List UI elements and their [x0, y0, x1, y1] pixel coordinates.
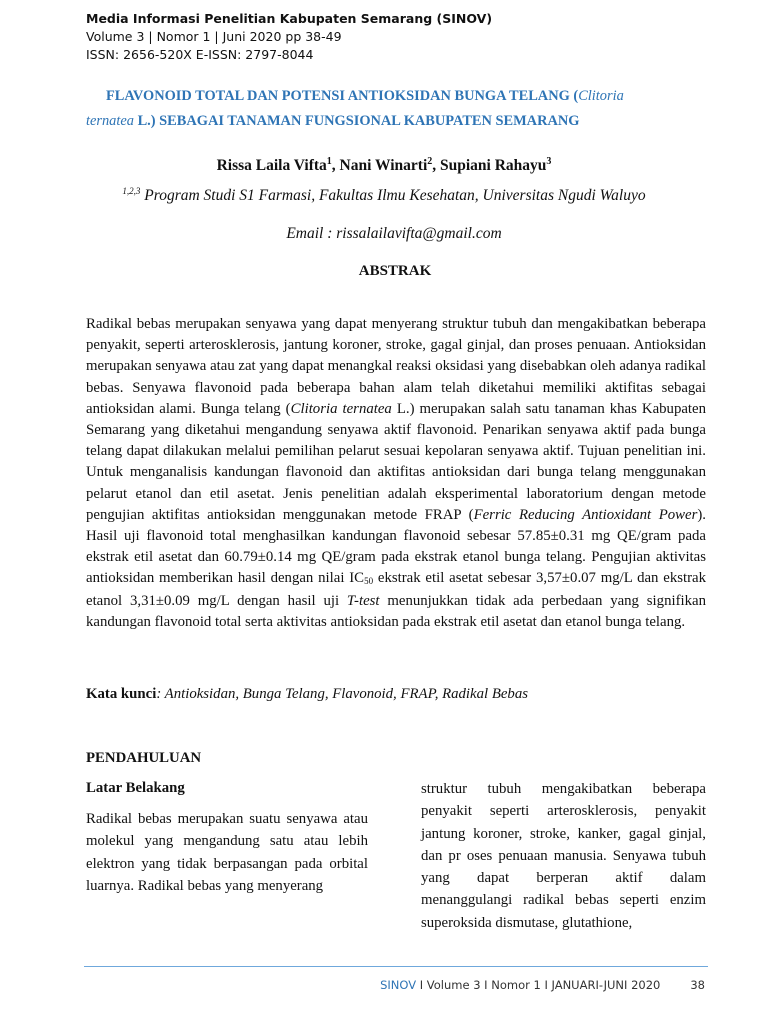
- journal-volume: Volume 3 | Nomor 1 | Juni 2020 pp 38-49: [86, 29, 342, 44]
- body-column-right: struktur tubuh mengakibatkan beberapa penyakit seperti arterosklerosis, penyakit jantung koroner, stroke, kanker, gagal ginjal, dan pr oses penuaan manusia. Senyawa tubuh yang dapat berperan aktif dalam menanggulangi radikal bebas seperti enzim superoksida dismutase, glutathione,: [421, 781, 706, 931]
- footer-issue: I Volume 3 I Nomor 1 I JANUARI-JUNI 2020: [416, 978, 661, 992]
- section-heading: PENDAHULUAN: [86, 750, 202, 766]
- author-affil-mark: 2: [427, 156, 433, 167]
- title-part1: FLAVONOID TOTAL DAN POTENSI ANTIOKSIDAN BUNGA TELANG (: [106, 88, 579, 104]
- abstract-body: [86, 314, 706, 633]
- page-number: 38: [690, 978, 705, 992]
- affiliation-marks: 1,2,3: [122, 186, 141, 196]
- author-name: Rissa Laila Vifta: [216, 157, 327, 175]
- body-column-left: Radikal bebas merupakan suatu senyawa atau molekul yang mengandung satu atau lebih elektron yang tidak berpasangan pada orbital luarnya. Radikal bebas yang menyerang: [86, 811, 368, 894]
- keywords: [86, 684, 706, 705]
- abstract-species-name: Clitoria ternatea: [290, 400, 392, 417]
- abstract-heading: ABSTRAK: [358, 263, 432, 279]
- subsection-heading: Latar Belakang: [86, 780, 185, 796]
- keywords-label: Kata kunci: [86, 686, 157, 702]
- footer-journal: SINOV: [380, 978, 417, 992]
- abstract-text: ). Hasil uji flavonoid total menghasilkan kandungan flavonoid sebesar 57.85±0.31 mg QE/gram pada ekstrak etil asetat dan 60.79±0.14 mg QE/gram pada ekstrak etanol bunga telang. Pengujian aktivitas antioksidan memberikan hasil dengan nilai IC: [86, 506, 707, 587]
- author-name: Supiani Rahayu: [440, 157, 547, 175]
- keywords-value: : Antioksidan, Bunga Telang, Flavonoid, FRAP, Radikal Bebas: [156, 686, 528, 702]
- abstract-frap-term: Ferric Reducing Antioxidant Power: [473, 506, 698, 523]
- affiliation: [0, 186, 768, 205]
- paper-title: [86, 84, 706, 134]
- abstract-text: Radikal bebas merupakan senyawa yang dapat menyerang struktur tubuh dan mengakibatkan beberapa penyakit, seperti arterosklerosis, jantung koroner, stroke, gagal ginjal, dan proses penuaan. Antioksidan merupakan senyawa atau zat yang dapat menangkal reaksi oksidasi yang disebabkan oleh adanya radikal bebas. Senyawa flavonoid pada beberapa bahan alam telah diketahui memiliki aktifitas sebagai antioksidan alami. Bunga telang (: [86, 316, 706, 417]
- abstract-ic-subscript: 50: [364, 576, 374, 587]
- title-italic-genus: Clitoria: [578, 88, 624, 104]
- abstract-ttest-term: T-test: [346, 592, 380, 609]
- affiliation-text: Program Studi S1 Farmasi, Fakultas Ilmu Kesehatan, Universitas Ngudi Waluyo: [140, 187, 646, 205]
- author-separator: ,: [331, 157, 340, 175]
- journal-header: [86, 10, 492, 64]
- title-part2: L.) SEBAGAI TANAMAN FUNGSIONAL KABUPATEN SEMARANG: [133, 113, 580, 129]
- footer-divider: [84, 966, 708, 967]
- abstract-text: L.) merupakan salah satu tanaman khas Kabupaten Semarang yang diketahui mengandung senyawa aktif flavonoid. Penarikan senyawa aktif pada bunga telang dapat dilakukan melalui pemilihan pelarut sesuai kepolaran senyawa aktif. Tujuan penelitian ini. Untuk menganalisis kandungan flavonoid dan aktifitas antioksidan dari bunga telang menggunakan pelarut etanol dan etil asetat. Jenis penelitian adalah eksperimental laboratorium dengan metode pengujian aktifitas antioksidan menggunakan metode FRAP (: [86, 400, 706, 523]
- author-name: Nani Winarti: [339, 157, 428, 175]
- author-affil-mark: 3: [546, 156, 552, 167]
- author-list: [0, 156, 768, 175]
- journal-issn: ISSN: 2656-520X E-ISSN: 2797-8044: [86, 47, 314, 62]
- title-italic-species: ternatea: [86, 113, 134, 129]
- abstract-text: menunjukkan tidak ada perbedaan yang signifikan kandungan flavonoid total serta aktivitas antioksidan pada ekstrak etil asetat dan etanol bunga telang.: [86, 592, 706, 630]
- author-email: Email : rissalailavifta@gmail.com: [286, 225, 502, 242]
- abstract-text: ekstrak etil asetat sebesar 3,57±0.07 mg/L dan ekstrak etanol 3,31±0.09 mg/L dengan hasil uji: [86, 570, 706, 609]
- journal-name: Media Informasi Penelitian Kabupaten Semarang (SINOV): [86, 11, 493, 26]
- page-footer: [380, 978, 705, 992]
- author-separator: ,: [432, 157, 441, 175]
- author-affil-mark: 1: [326, 156, 332, 167]
